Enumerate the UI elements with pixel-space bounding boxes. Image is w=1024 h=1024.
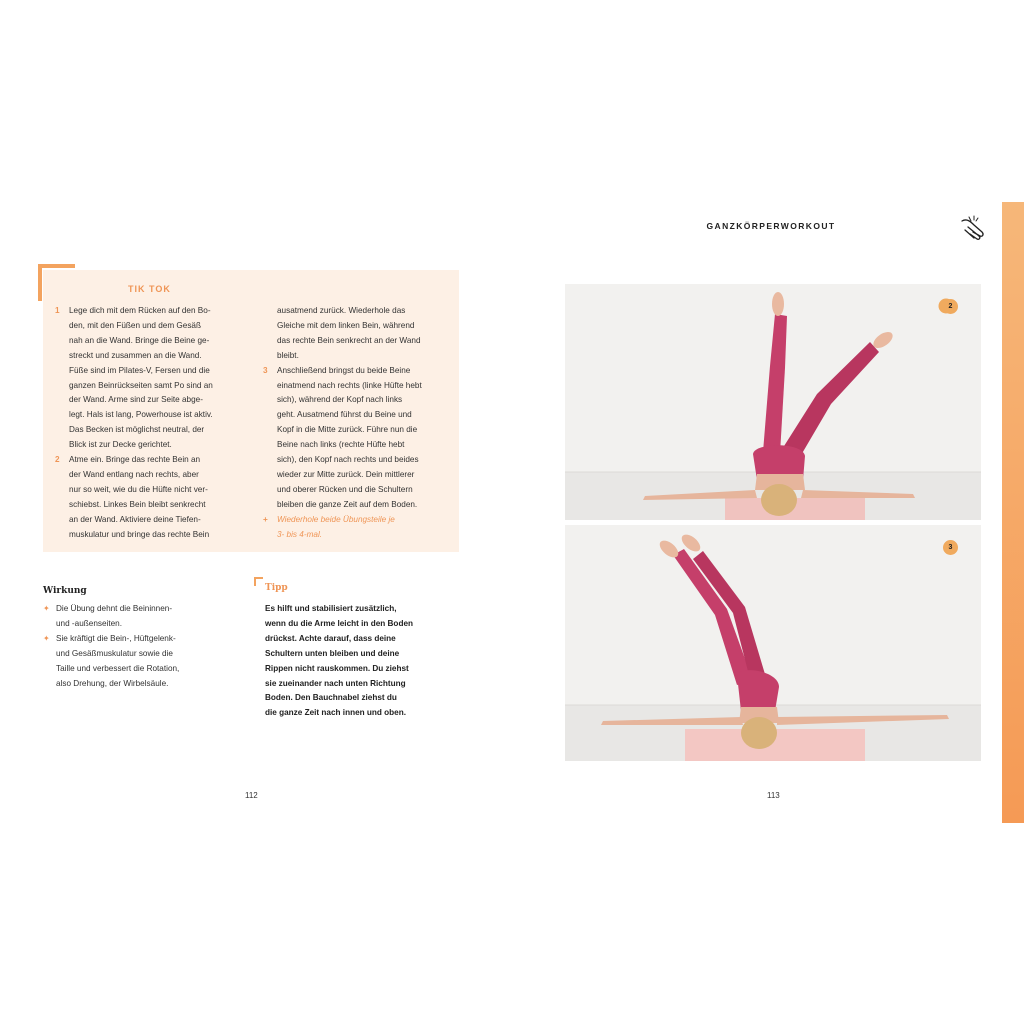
tipp-line: Es hilft und stabilisiert zusätzlich, xyxy=(265,604,397,613)
step-line: Gleiche mit dem linken Bein, während xyxy=(277,320,415,330)
tipp-line: Boden. Den Bauchnabel ziehst du xyxy=(265,693,397,703)
step-number: 1 xyxy=(55,306,60,315)
tipp-body xyxy=(265,602,465,721)
page-number-left: 112 xyxy=(245,791,258,800)
step-line: Atme ein. Bringe das rechte Bein an xyxy=(69,455,201,465)
step-line: wieder zur Mitte zurück. Dein mittlerer xyxy=(277,469,415,479)
step-2 xyxy=(55,453,255,542)
side-color-bar xyxy=(1002,202,1024,823)
step-line: geht. Ausatmend führst du Beine und xyxy=(277,410,412,420)
exercise-photo-step-3 xyxy=(565,525,981,761)
step-number: 2 xyxy=(55,455,60,465)
step-line: an der Wand. Aktiviere deine Tiefen- xyxy=(69,514,201,524)
step-line: und oberer Rücken und die Schultern xyxy=(277,484,413,494)
exercise-column-right xyxy=(263,304,458,543)
step-line: Das Becken ist möglichst neutral, der xyxy=(69,425,205,435)
box-corner-accent xyxy=(38,264,75,301)
list-line: Sie kräftigt die Bein-, Hüftgelenk- xyxy=(56,633,176,643)
list-line: also Drehung, der Wirbelsäule. xyxy=(56,678,169,688)
step-line: Anschließend bringst du beide Beine xyxy=(277,365,411,375)
step-3 xyxy=(263,364,458,513)
step-line: der Wand. Arme sind zur Seite abge- xyxy=(69,395,203,405)
step-number: 3 xyxy=(263,365,268,375)
tipp-line: sie zueinander nach unten Richtung xyxy=(265,678,406,688)
step-line: einatmend nach rechts (linke Hüfte hebt xyxy=(277,380,422,390)
step-line: bleiben die ganze Zeit auf dem Boden. xyxy=(277,499,418,509)
step-1 xyxy=(55,304,255,453)
tipp-line: Rippen nicht rauskommen. Du ziehst xyxy=(265,663,409,673)
step-badge: 2 xyxy=(943,299,958,314)
exercise-title: TIK TOK xyxy=(128,284,171,294)
tipp-line: die ganze Zeit nach innen und oben. xyxy=(265,708,407,718)
hand-icon xyxy=(958,213,988,243)
plus-icon: + xyxy=(263,514,268,524)
step-line: nur so weit, wie du die Hüfte nicht ver- xyxy=(69,484,208,494)
step-line: sich), den Kopf nach rechts und beides xyxy=(277,455,419,465)
step-line: Beine nach links (rechte Hüfte hebt xyxy=(277,440,405,450)
tipp-line: Schultern unten bleiben und deine xyxy=(265,648,400,658)
step-line: muskulatur und bringe das rechte Bein xyxy=(69,529,210,539)
step-line: Füße sind im Pilates-V, Fersen und die xyxy=(69,365,210,375)
star-bullet-icon: ✦ xyxy=(43,604,50,613)
step-line: Kopf in die Mitte zurück. Führe nun die xyxy=(277,425,418,435)
step-line: das rechte Bein senkrecht an der Wand xyxy=(277,335,421,345)
list-line: und Gesäßmuskulatur sowie die xyxy=(56,648,173,658)
list-line: Taille und verbessert die Rotation, xyxy=(56,663,180,673)
step-line: legt. Hals ist lang, Powerhouse ist aktiv. xyxy=(69,410,213,420)
step-line: ganzen Beinrückseiten samt Po sind an xyxy=(69,380,213,390)
step-line: der Wand entlang nach rechts, aber xyxy=(69,469,199,479)
star-bullet-icon: ✦ xyxy=(43,633,50,643)
page-number-right: 113 xyxy=(767,791,780,800)
step-badge: 3 xyxy=(943,540,958,555)
step-line: streckt und zusammen an die Wand. xyxy=(69,350,202,360)
exercise-column-left xyxy=(55,304,255,543)
step-line: ausatmend zurück. Wiederhole das xyxy=(277,306,406,315)
wirkung-list xyxy=(43,602,243,691)
step-line: sich), während der Kopf nach links xyxy=(277,395,403,405)
step-2-continued xyxy=(263,304,458,364)
step-line: bleibt. xyxy=(277,350,299,360)
step-line: Blick ist zur Decke gerichtet. xyxy=(69,440,172,450)
tipp-line: drückst. Achte darauf, dass deine xyxy=(265,633,396,643)
tip-line: Wiederhole beide Übungsteile je xyxy=(277,514,395,524)
tip-line: 3- bis 4-mal. xyxy=(277,529,323,539)
repeat-tip xyxy=(263,513,458,543)
list-line: und -außenseiten. xyxy=(56,618,122,628)
step-line: Lege dich mit dem Rücken auf den Bo- xyxy=(69,306,211,315)
step-line: den, mit den Füßen und dem Gesäß xyxy=(69,320,201,330)
list-line: Die Übung dehnt die Beininnen- xyxy=(56,604,173,613)
tipp-heading: Tipp xyxy=(265,583,288,593)
tipp-corner-accent xyxy=(254,577,263,586)
list-item xyxy=(43,602,243,632)
running-head: GANZKÖRPERWORKOUT xyxy=(706,221,836,231)
tipp-line: wenn du die Arme leicht in den Boden xyxy=(265,618,413,628)
list-item xyxy=(43,632,243,692)
step-line: nah an die Wand. Bringe die Beine ge- xyxy=(69,335,210,345)
wirkung-heading: Wirkung xyxy=(43,586,87,596)
step-line: schiebst. Linkes Bein bleibt senkrecht xyxy=(69,499,206,509)
exercise-photo-step-2 xyxy=(565,284,981,520)
